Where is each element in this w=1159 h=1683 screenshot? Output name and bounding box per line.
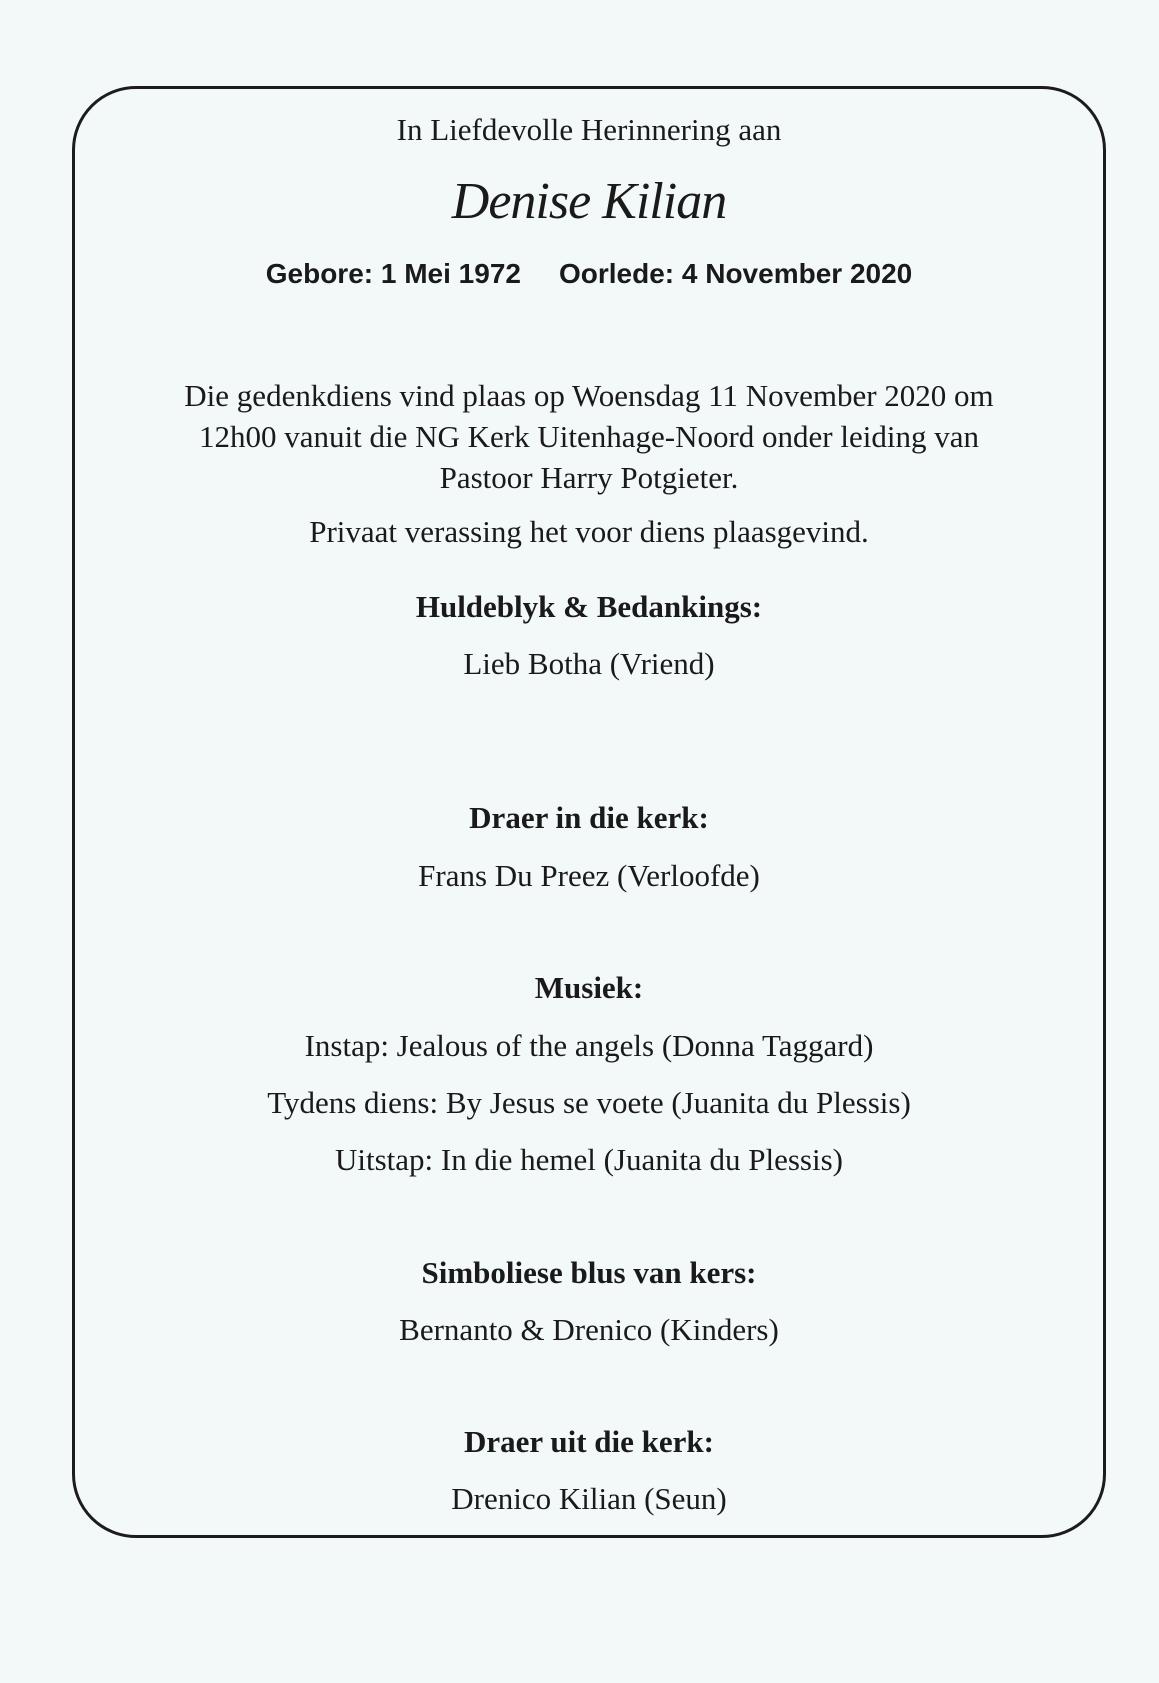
- tribute-heading: Huldeblyk & Bedankings:: [415, 589, 763, 624]
- private-cremation-note: Privaat verassing het voor diens plaasgevind.: [309, 514, 869, 549]
- birth-date: Gebore: 1 Mei 1972: [265, 258, 521, 289]
- music-entry: Instap: Jealous of the angels (Donna Taggard): [304, 1028, 874, 1063]
- music-exit: Uitstap: In die hemel (Juanita du Plessis): [335, 1142, 843, 1177]
- bearer-in-text: Frans Du Preez (Verloofde): [418, 858, 760, 893]
- dates-row: [72, 258, 1106, 290]
- deceased-name: Denise Kilian: [451, 173, 727, 230]
- death-date: Oorlede: 4 November 2020: [558, 258, 913, 289]
- candle-text: Bernanto & Drenico (Kinders): [399, 1312, 779, 1347]
- bearer-out-heading: Draer uit die kerk:: [464, 1424, 714, 1459]
- bearer-out-text: Drenico Kilian (Seun): [451, 1481, 727, 1516]
- music-heading: Musiek:: [534, 970, 644, 1005]
- music-during: Tydens diens: By Jesus se voete (Juanita du Plessis): [267, 1085, 911, 1120]
- service-paragraph: [72, 375, 1106, 498]
- memory-line: In Liefdevolle Herinnering aan: [396, 112, 782, 147]
- service-line-1: Die gedenkdiens vind plaas op Woensdag 11 November 2020 om: [184, 378, 994, 413]
- candle-heading: Simboliese blus van kers:: [421, 1255, 757, 1290]
- bearer-in-heading: Draer in die kerk:: [469, 800, 709, 835]
- tribute-text: Lieb Botha (Vriend): [463, 646, 715, 681]
- service-line-2: 12h00 vanuit die NG Kerk Uitenhage-Noord onder leiding van: [199, 419, 979, 454]
- service-line-3: Pastoor Harry Potgieter.: [439, 460, 739, 495]
